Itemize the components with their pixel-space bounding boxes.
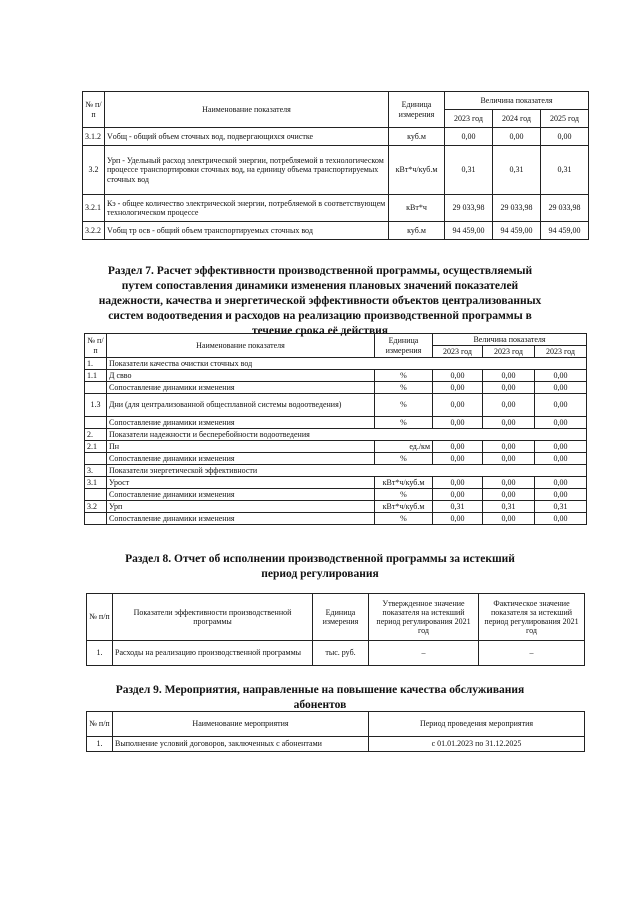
row-value: 0,00 <box>535 489 587 501</box>
row-value: 0,00 <box>433 370 483 382</box>
row-value: 0,31 <box>535 501 587 513</box>
row-unit: куб.м <box>389 128 445 146</box>
col-header-name: Наименование мероприятия <box>113 712 369 737</box>
table-row <box>85 394 587 417</box>
row-value: 0,00 <box>535 370 587 382</box>
group-row <box>85 465 587 477</box>
row-num <box>85 417 107 429</box>
row-value: 0,00 <box>483 453 535 465</box>
row-num: 1.3 <box>85 394 107 417</box>
row-name: Сопоставление динамики изменения <box>107 453 375 465</box>
report-table <box>86 593 585 666</box>
col-header-value-group: Величина показателя <box>433 334 587 346</box>
row-name: Урп - Удельный расход электрической энергии, потребляемой в технологическом процессе транспортировки сточных вод, на единицу объема транспортируемых сточных вод <box>105 146 389 195</box>
row-num: 3.1 <box>85 477 107 489</box>
row-name: Сопоставление динамики изменения <box>107 513 375 525</box>
row-num: 3.2.2 <box>83 222 105 240</box>
table-header-row <box>83 92 589 110</box>
row-name: Дни (для централизованной общесплавной системы водоотведения) <box>107 394 375 417</box>
row-unit: кВт*ч/куб.м <box>375 477 433 489</box>
row-value: 0,00 <box>483 382 535 394</box>
row-value: 0,00 <box>483 477 535 489</box>
row-name: Урост <box>107 477 375 489</box>
row-num: 3.2 <box>85 501 107 513</box>
row-value: 0,00 <box>535 513 587 525</box>
row-num: 2.1 <box>85 441 107 453</box>
row-unit: кВт*ч <box>389 195 445 222</box>
row-value: 0,00 <box>483 441 535 453</box>
row-name: Выполнение условий договоров, заключенных с абонентами <box>113 737 369 752</box>
row-value: 0,00 <box>483 394 535 417</box>
section8-title: Раздел 8. Отчет об исполнении производственной программы за истекший период регулирования <box>125 553 515 580</box>
row-name: Сопоставление динамики изменения <box>107 489 375 501</box>
table-row <box>85 453 587 465</box>
row-num: 1.1 <box>85 370 107 382</box>
row-value: 94 459,00 <box>541 222 589 240</box>
row-value: 0,31 <box>445 146 493 195</box>
group-name: Показатели качества очистки сточных вод <box>107 358 587 370</box>
row-name: Vобщ тр осв - общий объем транспортируемых сточных вод <box>105 222 389 240</box>
row-value: 0,00 <box>535 382 587 394</box>
row-num <box>85 453 107 465</box>
row-unit: % <box>375 394 433 417</box>
row-value: 0,31 <box>493 146 541 195</box>
col-header-name: Наименование показателя <box>105 92 389 128</box>
table-row <box>83 222 589 240</box>
measures-table <box>86 711 585 752</box>
row-num <box>85 382 107 394</box>
row-name: Сопоставление динамики изменения <box>107 382 375 394</box>
row-unit: % <box>375 417 433 429</box>
table-row <box>85 501 587 513</box>
col-header-num: № п/п <box>85 334 107 358</box>
row-value: 0,00 <box>535 477 587 489</box>
col-header-year: 2023 год <box>445 110 493 128</box>
row-value: 0,00 <box>483 417 535 429</box>
col-header-value-group: Величина показателя <box>445 92 589 110</box>
col-header-name: Наименование показателя <box>107 334 375 358</box>
row-name: Расходы на реализацию производственной программы <box>113 641 313 666</box>
col-header-num: № п/п <box>87 594 113 641</box>
table-row <box>85 382 587 394</box>
table-row <box>85 513 587 525</box>
group-row <box>85 429 587 441</box>
row-unit: куб.м <box>389 222 445 240</box>
section9-title: Раздел 9. Мероприятия, направленные на повышение качества обслуживания абонентов <box>115 684 525 711</box>
row-value: 0,00 <box>433 441 483 453</box>
row-unit: тыс. руб. <box>313 641 369 666</box>
row-num: 3.2.1 <box>83 195 105 222</box>
row-value: 0,00 <box>483 370 535 382</box>
indicators-table <box>82 91 589 240</box>
col-header-year: 2025 год <box>541 110 589 128</box>
col-header-num: № п/п <box>83 92 105 128</box>
col-header-year: 2023 год <box>433 346 483 358</box>
row-name: Кэ - общее количество электрической энергии, потребляемой в соответствующем технологическом процессе <box>105 195 389 222</box>
section7-title: Раздел 7. Расчет эффективности производственной программы, осуществляемый путем сопоставления динамики изменения плановых значений показателей надежности, качества и энергетической эффективности объектов централизованных систем водоотведения и расходов на реализацию производственной программы в течение срока её действия <box>98 265 542 337</box>
row-name: Пн <box>107 441 375 453</box>
row-period: с 01.01.2023 по 31.12.2025 <box>369 737 585 752</box>
row-value: 0,00 <box>535 453 587 465</box>
efficiency-table <box>84 333 587 525</box>
col-header-unit: Единица измерения <box>389 92 445 128</box>
table-row <box>83 146 589 195</box>
col-header-unit: Единица измерения <box>375 334 433 358</box>
row-value: 0,00 <box>433 417 483 429</box>
row-num: 1. <box>85 358 107 370</box>
row-value: 0,00 <box>535 394 587 417</box>
row-value: 0,00 <box>483 489 535 501</box>
col-header-year: 2024 год <box>493 110 541 128</box>
row-value: 0,00 <box>535 441 587 453</box>
row-unit: % <box>375 453 433 465</box>
row-num: 2. <box>85 429 107 441</box>
row-name: Урп <box>107 501 375 513</box>
table-row <box>85 370 587 382</box>
row-unit: ед./км <box>375 441 433 453</box>
table-row <box>87 641 585 666</box>
row-value: 0,00 <box>535 417 587 429</box>
row-value: 0,00 <box>483 513 535 525</box>
row-unit: % <box>375 370 433 382</box>
row-unit: кВт*ч/куб.м <box>389 146 445 195</box>
col-header-period: Период проведения мероприятия <box>369 712 585 737</box>
row-unit: % <box>375 513 433 525</box>
row-name: Д свво <box>107 370 375 382</box>
row-num: 1. <box>87 641 113 666</box>
table-row <box>85 489 587 501</box>
col-header-unit: Единица измерения <box>313 594 369 641</box>
row-unit: % <box>375 489 433 501</box>
group-name: Показатели энергетической эффективности <box>107 465 587 477</box>
row-value: 29 033,98 <box>541 195 589 222</box>
row-value: 0,31 <box>483 501 535 513</box>
table-row <box>85 441 587 453</box>
row-value: 0,00 <box>433 477 483 489</box>
table-row <box>83 128 589 146</box>
row-num: 3. <box>85 465 107 477</box>
row-value: 0,00 <box>433 489 483 501</box>
col-header-name: Показатели эффективности производственной программы <box>113 594 313 641</box>
col-header-approved: Утвержденное значение показателя на истекший период регулирования 2021 год <box>369 594 479 641</box>
row-unit: кВт*ч/куб.м <box>375 501 433 513</box>
col-header-year: 2023 год <box>535 346 587 358</box>
row-value: 0,00 <box>433 453 483 465</box>
row-num: 1. <box>87 737 113 752</box>
row-value: 0,31 <box>541 146 589 195</box>
row-name: Сопоставление динамики изменения <box>107 417 375 429</box>
table-header-row <box>85 334 587 346</box>
table-header-row <box>87 712 585 737</box>
row-num <box>85 513 107 525</box>
table-row <box>85 417 587 429</box>
row-value: 0,00 <box>433 513 483 525</box>
row-num <box>85 489 107 501</box>
row-value: 94 459,00 <box>493 222 541 240</box>
col-header-num: № п/п <box>87 712 113 737</box>
row-value: 29 033,98 <box>493 195 541 222</box>
table-header-row <box>87 594 585 641</box>
row-value: 0,31 <box>433 501 483 513</box>
table-row <box>85 477 587 489</box>
row-value: 94 459,00 <box>445 222 493 240</box>
group-row <box>85 358 587 370</box>
row-num: 3.2 <box>83 146 105 195</box>
row-value: 0,00 <box>433 382 483 394</box>
row-value: 0,00 <box>445 128 493 146</box>
row-value: 0,00 <box>493 128 541 146</box>
row-unit: % <box>375 382 433 394</box>
row-value: 0,00 <box>433 394 483 417</box>
row-value: 0,00 <box>541 128 589 146</box>
table-row <box>87 737 585 752</box>
row-num: 3.1.2 <box>83 128 105 146</box>
table-row <box>83 195 589 222</box>
row-name: Vобщ - общий объем сточных вод, подвергающихся очистке <box>105 128 389 146</box>
col-header-year: 2023 год <box>483 346 535 358</box>
row-approved: – <box>369 641 479 666</box>
row-actual: – <box>479 641 585 666</box>
group-name: Показатели надежности и бесперебойности водоотведения <box>107 429 587 441</box>
col-header-actual: Фактическое значение показателя за истекший период регулирования 2021 год <box>479 594 585 641</box>
row-value: 29 033,98 <box>445 195 493 222</box>
